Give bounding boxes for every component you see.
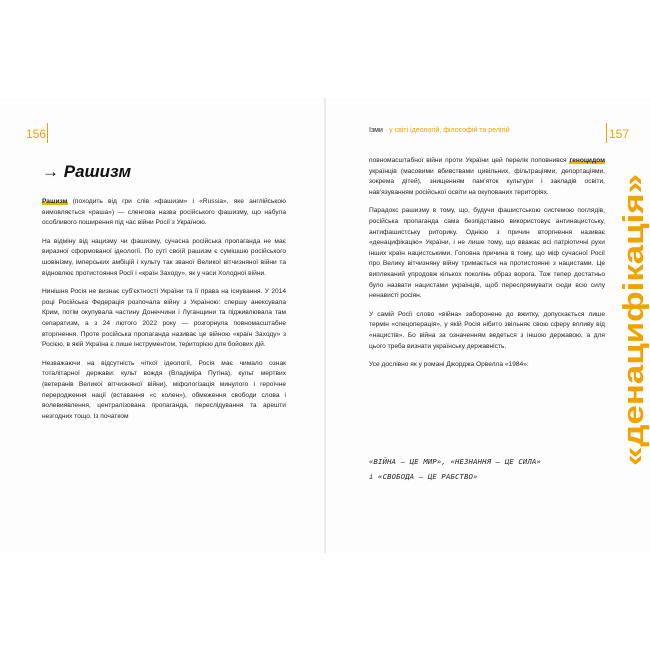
- running-head-subtitle: у світі ідеологій, філософій та релігій: [389, 127, 510, 134]
- arrow-icon: →: [42, 162, 59, 181]
- highlighted-term: геноцидом: [569, 157, 605, 164]
- left-body-text: [42, 197, 286, 430]
- right-page: [325, 98, 650, 553]
- section-title: Рашизм: [63, 162, 132, 181]
- page-number-divider: [47, 123, 48, 143]
- paragraph-text: Незважаючи на відсутність чіткої ідеології, Росія має чимало ознак тоталітарної держави: культ вождя (Владіміра Путіна), культ мертвих (ветеранів Великої вітчизняної війни), міфологізація минулого і героїчне переродження нації (вставання «с колен»), обмеження свободи слова і волевиявлення, централізована пропаганда, переслідування та арешти незгодних тощо. Із початком: [42, 359, 286, 420]
- running-head-separator: ·: [382, 127, 390, 134]
- handwritten-quote-line: «ВІЙНА — ЦЕ МИР», «НЕЗНАННЯ — ЦЕ СИЛА»: [369, 457, 542, 466]
- page-number-left: 156: [26, 127, 47, 141]
- paragraph: [42, 197, 286, 229]
- paragraph: [42, 359, 286, 423]
- paragraph: [369, 156, 605, 198]
- handwritten-quote: [369, 454, 605, 484]
- section-heading: [42, 162, 131, 182]
- vertical-keyword: [621, 170, 650, 470]
- vertical-keyword-svg: [621, 170, 650, 470]
- page-number-divider: [606, 123, 607, 143]
- running-head-title: Ізми: [369, 127, 383, 134]
- paragraph-text: Усе дослівно як у романі Джорджа Орвелла «1984»:: [369, 361, 529, 369]
- paragraph: [42, 287, 286, 351]
- right-body-text: [369, 156, 605, 379]
- paragraph-text: українців (масовими вбивствами цивільних, фільтраціями, депортаціями, зокрема дітей), знищенням пам'яток культури і закладів освіти, нав'язуванням російської освіти на окупованих територіях.: [369, 167, 605, 196]
- paragraph-text: (походить від гри слів «фашизм» і «Russia», яке англійською вимовляється «раша») — сленгова назва російського фашизму, що набула особливого поширення під час війни Росії з Україною.: [42, 198, 286, 227]
- left-page: [0, 98, 325, 553]
- paragraph-text: Нинішня Росія не визнає суб'єктності України та її права на існування. У 2014 році Російська Федерація розпочала війну з Україною: спершу анексувала Крим, потім окупувала частину Донеччини і Луганщини та підживлювала там сепаратизм, а з 24 лютого 2022 року — розгорнула повномасштабне вторгнення. Проте російська пропаганда називає це війною «країн Заходу» з Росією, в якій Україна є лише інструментом, територією для бойових дій.: [42, 288, 286, 349]
- highlighted-term: Рашизм: [42, 198, 68, 205]
- vertical-keyword-text: «денацифікація»: [621, 223, 650, 466]
- paragraph: [369, 310, 605, 352]
- paragraph: [369, 206, 605, 301]
- paragraph-text: На відміну від нацизму чи фашизму, сучасна російська пропаганда не має виразної сформованої ідеології. По суті своїй рашизм є сумішшю російського шовінізму, імперських амбіцій і культу так званої Великої вітчизняної війни та відновлює протистояння Росії і «країн Заходу», як у часи Холодної війни.: [42, 237, 286, 277]
- book-spread: [0, 98, 650, 553]
- page-number-right: 157: [609, 127, 630, 141]
- paragraph: [369, 360, 605, 371]
- paragraph-text: повномасштабної війни проти України цей перелік поповнився: [369, 157, 570, 164]
- handwritten-quote-line: і «СВОБОДА — ЦЕ РАБСТВО»: [369, 472, 478, 481]
- running-head: [369, 127, 509, 134]
- paragraph-text: Парадокс рашизму в тому, що, будучи фашистською системою поглядів, російська пропаганда сама безпідставно використовує антинацистську, антифашистську риторику. Однією з причин вторгнення називає «денацифікацію» України, і не лише тому, що вважає всі патріотичні рухи інших країн нацистськими. Головна причина в тому, що міф сучасної Росії про Велику вітчизняну війну тримається на протистоянні з нацистами. Це виплеканий упродовж кількох поколінь образ ворога. Тож тепер достатньо було назвати нацистами українців, щоб переспрямувати сюди всю силу ненависті росіян.: [369, 207, 605, 300]
- paragraph: [42, 237, 286, 279]
- paragraph-text: У самій Росії слово «війна» заборонене до вжитку, допускається лише термін «спецоперація», у якій Росія нібито звільняє свою сферу впливу від «нацистів». Бо війна за означенням ведеться з іншою державою, а для цього треба визнати українську державність.: [369, 310, 605, 350]
